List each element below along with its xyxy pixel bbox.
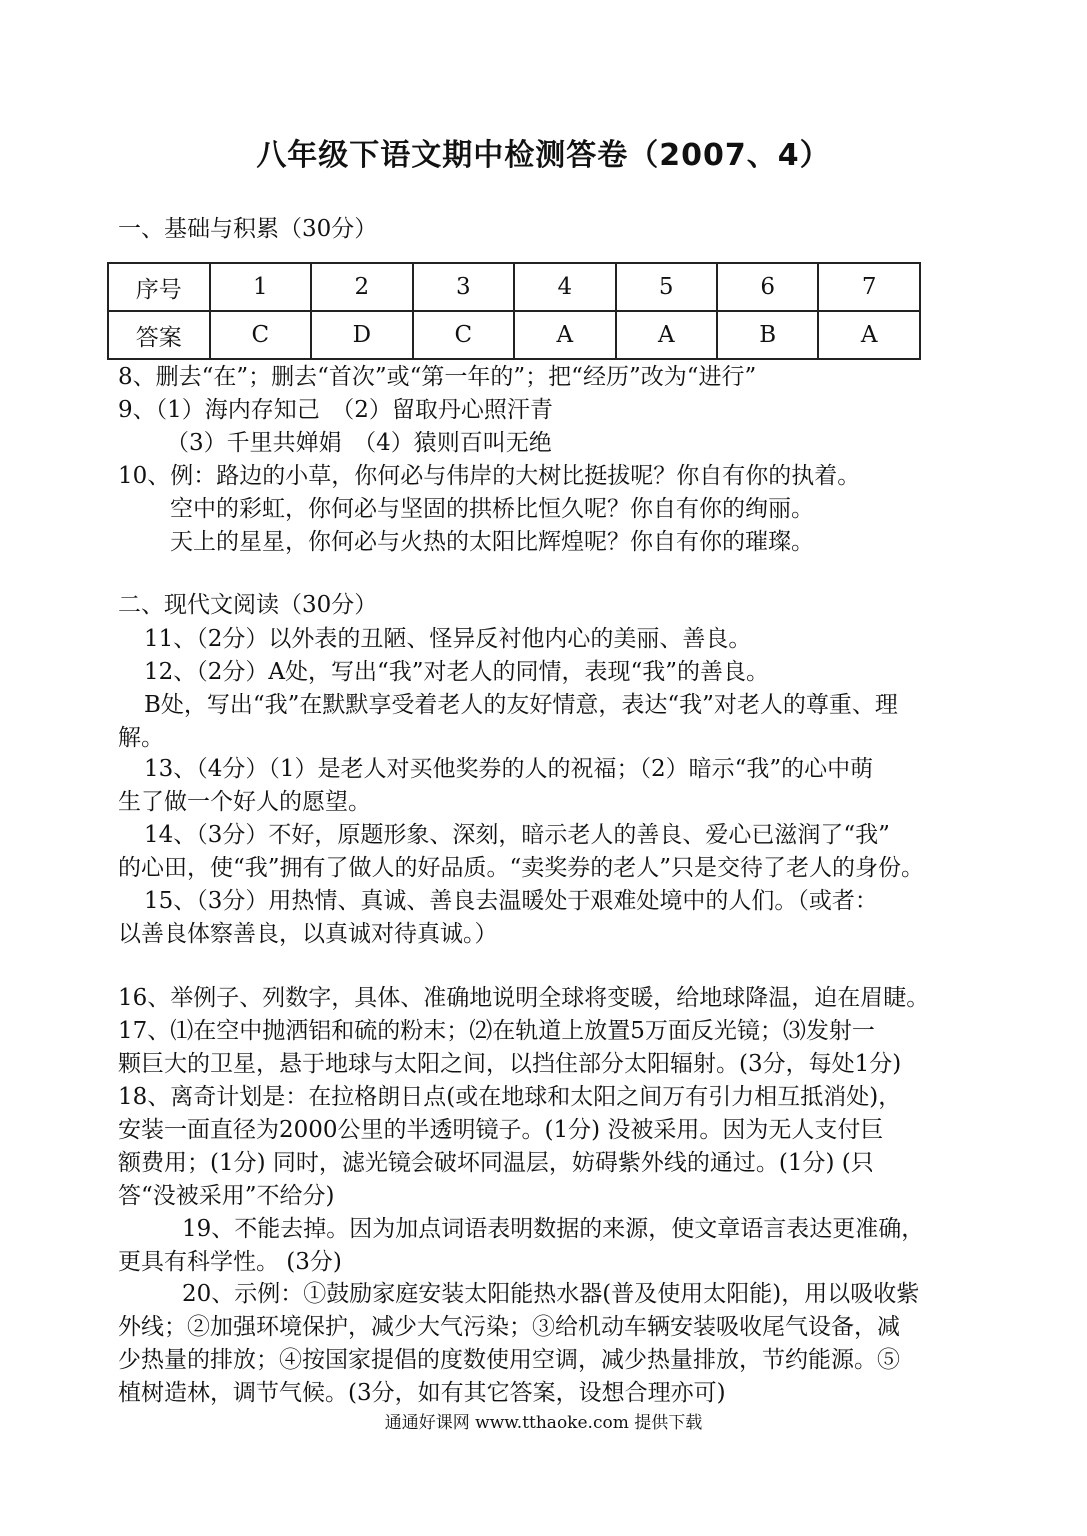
table-row	[108, 311, 920, 359]
answer-line-17-cont: 颗巨大的卫星，悬于地球与太阳之间，以挡住部分太阳辐射。(3分，每处1分)	[118, 1051, 902, 1077]
answer-line-13-cont: 生了做一个好人的愿望。	[118, 789, 371, 815]
answer-line-19: 19、不能去掉。因为加点词语表明数据的来源，使文章语言表达更准确，	[182, 1216, 925, 1242]
answer-line-13: 13、（4分）（1）是老人对买他奖券的人的祝福；（2）暗示“我”的心中萌	[144, 756, 874, 782]
answer-line-19-cont: 更具有科学性。 (3分)	[118, 1249, 342, 1275]
answer-line-18-cont: 安装一面直径为2000公里的半透明镜子。(1分) 没被采用。因为无人支付巨	[118, 1117, 884, 1143]
answer-line-12-cont: B处，写出“我”在默默享受着老人的友好情意，表达“我”对老人的尊重、理	[144, 692, 898, 718]
answer-line-15: 15、（3分）用热情、真诚、善良去温暖处于艰难处境中的人们。（或者：	[144, 888, 878, 914]
table-cell-answer: D	[311, 311, 413, 359]
table-cell-answer: A	[514, 311, 615, 359]
answer-line-18-cont: 额费用；(1分) 同时，滤光镜会破坏同温层，妨碍紫外线的通过。(1分) (只	[118, 1150, 874, 1176]
answer-line-20-cont: 少热量的排放；④按国家提倡的度数使用空调，减少热量排放，节约能源。⑤	[118, 1347, 900, 1373]
answer-line-12-cont: 解。	[118, 725, 164, 751]
table-cell-number: 7	[818, 263, 920, 311]
table-cell-number: 4	[514, 263, 615, 311]
table-cell-number: 3	[413, 263, 514, 311]
page-title: 八年级下语文期中检测答卷（2007、4）	[256, 138, 831, 173]
footer-watermark: 通通好课网 www.tthaoke.com 提供下载	[384, 1413, 703, 1433]
table-cell-answer: C	[210, 311, 311, 359]
table-header-label: 序号	[108, 263, 210, 311]
answer-line-10-cont: 天上的星星，你何必与火热的太阳比辉煌呢？你自有你的璀璨。	[170, 529, 814, 555]
answer-line-18-cont: 答“没被采用”不给分)	[118, 1183, 335, 1209]
table-row	[108, 263, 920, 311]
table-cell-number: 6	[717, 263, 818, 311]
answer-line-10-cont: 空中的彩虹，你何必与坚固的拱桥比恒久呢？你自有你的绚丽。	[170, 496, 814, 522]
answer-line-9: 9、（1）海内存知己 （2）留取丹心照汗青	[118, 397, 553, 423]
table-cell-number: 2	[311, 263, 413, 311]
answer-line-10: 10、例：路边的小草，你何必与伟岸的大树比挺拔呢？你自有你的执着。	[118, 463, 861, 489]
answer-line-17: 17、⑴在空中抛洒铝和硫的粉末；⑵在轨道上放置5万面反光镜；⑶发射一	[118, 1018, 875, 1044]
section1-heading: 一、基础与积累（30分）	[118, 216, 378, 242]
table-cell-answer: C	[413, 311, 514, 359]
answer-line-9-cont: （3）千里共婵娟 （4）猿则百叫无绝	[166, 430, 552, 456]
answer-line-14: 14、（3分）不好，原题形象、深刻，暗示老人的善良、爱心已滋润了“我”	[144, 822, 890, 848]
answer-line-11: 11、（2分）以外表的丑陋、怪异反衬他内心的美丽、善良。	[144, 626, 752, 652]
answer-line-18: 18、离奇计划是：在拉格朗日点(或在地球和太阳之间万有引力相互抵消处)，	[118, 1084, 902, 1110]
answer-line-20-cont: 植树造林，调节气候。(3分，如有其它答案，设想合理亦可)	[118, 1380, 726, 1406]
table-cell-number: 5	[616, 263, 717, 311]
answer-line-12: 12、（2分）A处，写出“我”对老人的同情，表现“我”的善良。	[144, 659, 770, 685]
answer-line-8: 8、删去“在”；删去“首次”或“第一年的”；把“经历”改为“进行”	[118, 364, 757, 390]
table-cell-answer: B	[717, 311, 818, 359]
table-cell-answer: A	[818, 311, 920, 359]
answer-line-20: 20、示例：①鼓励家庭安装太阳能热水器(普及使用太阳能)，用以吸收紫	[182, 1281, 920, 1307]
answer-line-16: 16、举例子、列数字，具体、准确地说明全球将变暖，给地球降温，迫在眉睫。	[118, 985, 930, 1011]
answer-table	[107, 262, 921, 360]
answer-line-20-cont: 外线；②加强环境保护，减少大气污染；③给机动车辆安装吸收尾气设备，减	[118, 1314, 900, 1340]
answer-line-14-cont: 的心田，使“我”拥有了做人的好品质。“卖奖券的老人”只是交待了老人的身份。	[118, 855, 925, 881]
table-cell-answer: A	[616, 311, 717, 359]
table-answer-label: 答案	[108, 311, 210, 359]
answer-line-15-cont: 以善良体察善良，以真诚对待真诚。）	[118, 921, 498, 947]
section2-heading: 二、现代文阅读（30分）	[118, 592, 378, 618]
table-cell-number: 1	[210, 263, 311, 311]
